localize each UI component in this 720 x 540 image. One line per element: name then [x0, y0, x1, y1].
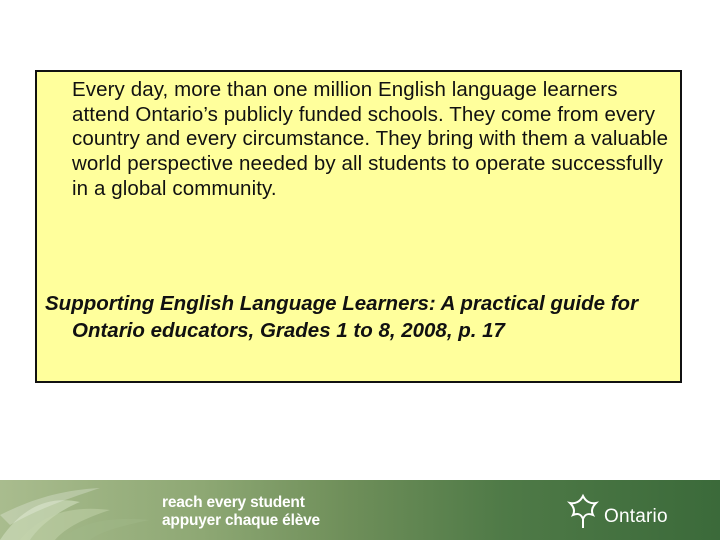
quote-text: Every day, more than one million English language learners attend Ontario’s publicly funded schools. They come from every country and every circumstance. They bring with them a valuable world perspective needed by all students to operate successfully in a global community.: [72, 78, 669, 200]
decorative-swirl: [0, 480, 160, 540]
ontario-trillium-logo-icon: [563, 492, 603, 532]
slogan-french: appuyer chaque élève: [162, 512, 320, 529]
slogan-english: reach every student: [162, 494, 305, 511]
quote-box: [35, 70, 682, 383]
footer-banner: [0, 480, 720, 540]
ontario-wordmark: Ontario: [604, 506, 668, 527]
slogan: [162, 494, 320, 530]
citation: Supporting English Language Learners: A practical guide for Ontario educators, Grades 1 to 8, 2008, p. 17: [45, 292, 639, 342]
